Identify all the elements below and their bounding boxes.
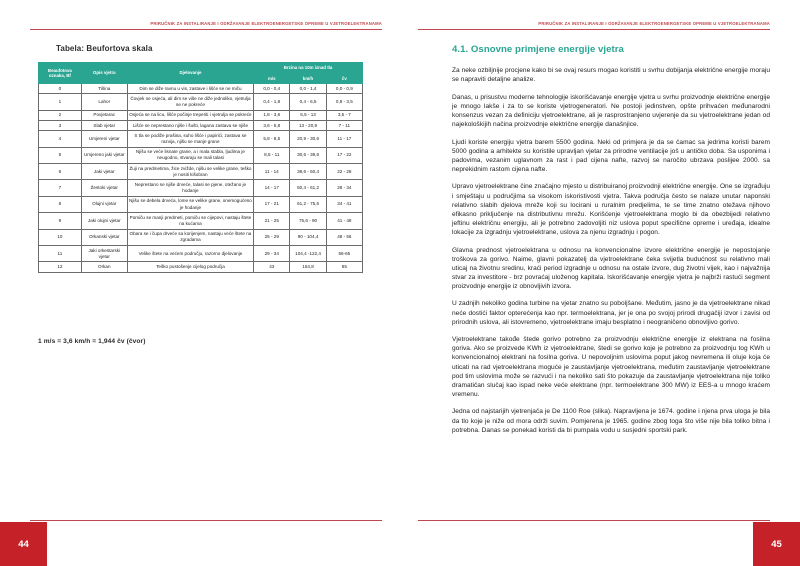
cell-kmh: 154,8 bbox=[290, 262, 326, 272]
cell-bf: 2 bbox=[39, 110, 82, 120]
cell-opis: Orkanski vjetar bbox=[81, 229, 127, 245]
cell-cv: 41 - 48 bbox=[326, 213, 362, 229]
cell-cv: 0,0 - 0,9 bbox=[326, 84, 362, 94]
body-text-column bbox=[452, 66, 770, 443]
cell-cv: 0,9 - 3,5 bbox=[326, 94, 362, 110]
cell-ms: 17 - 21 bbox=[254, 196, 290, 212]
cell-cv: 17 - 22 bbox=[326, 147, 362, 163]
table-header-row-1 bbox=[39, 63, 363, 74]
cell-ms: 14 - 17 bbox=[254, 180, 290, 196]
cell-djelovanje: Dim se diže ravnu u vis, zastave i lišće se ne miču bbox=[127, 84, 253, 94]
body-paragraph: Za neke ozbiljnije procjene kako bi se ovaj resurs mogao koristiti u svrhu dobijanja električne energije moraju se napraviti detaljne analize. bbox=[452, 67, 770, 84]
col-header-kmh: km/h bbox=[290, 73, 326, 84]
cell-djelovanje: Obara se i čupa drveće sa korijenjem, nastaju veće štete na zgradama bbox=[127, 229, 253, 245]
body-paragraph: Upravo vjetroelektrane čine značajno mjesto u distribuiranoj proizvodnji električne energije. One se izgrađuju i smještaju u područjima sa visokom iskoristivosti vjetra. Takva područja često se nalaze unutar naponski relativno slabih djelova mreže koji su locirani u ruralnim predjelima, te se time znatno otežava njihovo efikasno priključenje na distributivnu mrežu. Korišćenje vjetroelektrana moglo bi da obezbijedi relativno jeftinu električnu energiju, ali je potrebno zadovoljiti niz uslova poput specifične opreme i uređaja, idealne lokacije za izgradnju vjetroelektrane, uslova za njenu izgradnju i pogon. bbox=[452, 183, 770, 236]
cell-kmh: 6,5 - 13 bbox=[290, 110, 326, 120]
running-header-text: PRIRUČNIK ZA INSTALIRANJE I ODRŽAVANJE ELEKTROENERGETSKE OPREME U VJETROELEKTRANAMA bbox=[150, 21, 382, 26]
cell-ms: 0,0 - 0,4 bbox=[254, 84, 290, 94]
running-header-rule bbox=[418, 29, 770, 30]
cell-kmh: 75,6 - 90 bbox=[290, 213, 326, 229]
cell-cv: 65 bbox=[326, 262, 362, 272]
cell-djelovanje: Teško pustošenje cijelog područja bbox=[127, 262, 253, 272]
cell-opis: Umjereni vjetar bbox=[81, 131, 127, 147]
cell-bf: 5 bbox=[39, 147, 82, 163]
cell-kmh: 50,4 - 61,2 bbox=[290, 180, 326, 196]
cell-bf: 7 bbox=[39, 180, 82, 196]
running-header-right bbox=[418, 20, 770, 36]
cell-djelovanje: S tla se podiže prašina, suho lišće i papirići, zastava se razvija, njišu se manje grane bbox=[127, 131, 253, 147]
cell-kmh: 39,6 - 50,4 bbox=[290, 164, 326, 180]
cell-ms: 1,8 - 3,6 bbox=[254, 110, 290, 120]
cell-kmh: 13 - 20,9 bbox=[290, 121, 326, 131]
cell-ms: 25 - 29 bbox=[254, 229, 290, 245]
table-row bbox=[39, 213, 363, 229]
col-header-ms: m/s bbox=[254, 73, 290, 84]
cell-djelovanje: Velike štete na većem području, razorno djelovanje bbox=[127, 246, 253, 262]
cell-cv: 22 - 28 bbox=[326, 164, 362, 180]
table-row bbox=[39, 180, 363, 196]
cell-bf: 4 bbox=[39, 131, 82, 147]
cell-bf: 0 bbox=[39, 84, 82, 94]
cell-ms: 0,4 - 1,8 bbox=[254, 94, 290, 110]
table-row bbox=[39, 196, 363, 212]
page-right bbox=[400, 0, 800, 566]
cell-kmh: 61,2 - 75,6 bbox=[290, 196, 326, 212]
cell-cv: 11 - 17 bbox=[326, 131, 362, 147]
cell-djelovanje: Njišu se debela drveća, lome se velike grane, onemogućeno je hodanje bbox=[127, 196, 253, 212]
col-header-bf: Beaufotova oznaka, Bf bbox=[39, 63, 82, 84]
body-paragraph: Jedna od najstarijih vjetrenjača je De 1100 Roe (slika). Napravljena je 1674. godine i njena prva uloga je bila da tlo koje je niže od mora održi suvim. Pomjerena je 1965. godine zbog toga što više nije bila toliko bitna i potrebna. Danas se ponekad koristi da bi pumpala vodu u susjedni sportski park. bbox=[452, 408, 770, 434]
table-body bbox=[39, 84, 363, 272]
section-title: 4.1. Osnovne primjene energije vjetra bbox=[452, 44, 624, 55]
cell-djelovanje: Lišće se neprestano njiše i šušti, lagana zastava se njiše bbox=[127, 121, 253, 131]
cell-kmh: 30,6 - 39,6 bbox=[290, 147, 326, 163]
cell-ms: 43 bbox=[254, 262, 290, 272]
cell-cv: 48 - 56 bbox=[326, 229, 362, 245]
body-paragraph: U zadnjih nekoliko godina turbine na vjetar znatno su poboljšane. Međutim, jasno je da vjetroelektrane nikad neće dostići faktor opterećenja kao npr. termoelektrana, jer je ona po svojoj prirodi drugačiji izvor i zavisi od prirodnih uslova, ali istovremeno, vjetroelektrane imaju besplatno i neograničeno obnovljivo gorivo. bbox=[452, 300, 770, 326]
cell-bf: 10 bbox=[39, 229, 82, 245]
cell-cv: 7 - 11 bbox=[326, 121, 362, 131]
cell-opis: Povjetarac bbox=[81, 110, 127, 120]
body-paragraph: Vjetroelektrane takođe štede gorivo potrebno za proizvodnju električne energije iz elektrana na fosilna goriva. Ako se proizvede KWh iz vjetroelektrane, štedi se gorivo koje je potrebno za proizvodnju tog KWh u konvencionalnoj elektrani na fosilna goriva. U nepovoljnim uslovima poput jakog nevremena ili oluje koja će uticati na rad vjetroelektrana moguće je zaustavljanje vjetroelektrana, međutim zaustavljanje vjetroelektrane pod tim uslovima može se razvući i na nekoliko sati što pokazuje da zaustavljanje vjetroelektrana nije toliko dramatičan slučaj kao ispad neke veće elektrane (npr. termoelektrane 300 MW) iz EES-a u mnogo kraćem vremenu. bbox=[452, 336, 770, 398]
table-row bbox=[39, 246, 363, 262]
cell-kmh: 20,9 - 30,6 bbox=[290, 131, 326, 147]
cell-ms: 29 - 34 bbox=[254, 246, 290, 262]
col-header-cv: čv bbox=[326, 73, 362, 84]
cell-cv: 34 - 41 bbox=[326, 196, 362, 212]
page-number-left: 44 bbox=[0, 522, 47, 566]
footer-rule-left bbox=[30, 520, 382, 521]
footer-right bbox=[418, 520, 800, 566]
cell-kmh: 90 - 104,4 bbox=[290, 229, 326, 245]
conversion-note: 1 m/s = 3,6 km/h = 1,944 čv (čvor) bbox=[38, 338, 146, 345]
cell-opis: Jaki olujni vjetar bbox=[81, 213, 127, 229]
table-head bbox=[39, 63, 363, 84]
cell-djelovanje: Neprestano se njiše drveće, talasi se pjene, otežano je hodanje bbox=[127, 180, 253, 196]
cell-djelovanje: Njišu se veće lisnate grane, a i mala stabla, ljudima je neugodno, stvaraju se mali talasi bbox=[127, 147, 253, 163]
cell-opis: Žestoki vjetar bbox=[81, 180, 127, 196]
table-row bbox=[39, 229, 363, 245]
cell-kmh: 0,4 - 6,5 bbox=[290, 94, 326, 110]
cell-djelovanje: Osjeća se na licu, lišće počinje treperiti i vjetrulja se pokreće bbox=[127, 110, 253, 120]
cell-opis: Umjereno jaki vjetar bbox=[81, 147, 127, 163]
table-row bbox=[39, 147, 363, 163]
cell-opis: Jaki orkestarski vjetar bbox=[81, 246, 127, 262]
cell-ms: 3,6 - 5,8 bbox=[254, 121, 290, 131]
cell-kmh: 0,0 - 1,4 bbox=[290, 84, 326, 94]
cell-cv: 28 - 34 bbox=[326, 180, 362, 196]
cell-ms: 21 - 25 bbox=[254, 213, 290, 229]
cell-djelovanje: Čovjek ne osjeća, ali dim se više ne diže jednoliko, vjetrulja se ne pokreće bbox=[127, 94, 253, 110]
cell-ms: 5,8 - 8,5 bbox=[254, 131, 290, 147]
col-header-opis: Opis vjetra bbox=[81, 63, 127, 84]
running-header-text: PRIRUČNIK ZA INSTALIRANJE I ODRŽAVANJE ELEKTROENERGETSKE OPREME U VJETROELEKTRANAMA bbox=[538, 21, 770, 26]
running-header-rule bbox=[30, 29, 382, 30]
cell-bf: 3 bbox=[39, 121, 82, 131]
col-header-djelovanje: Djelovanje bbox=[127, 63, 253, 84]
beaufort-scale-table bbox=[38, 62, 363, 273]
cell-bf: 1 bbox=[39, 94, 82, 110]
cell-ms: 11 - 14 bbox=[254, 164, 290, 180]
cell-bf: 12 bbox=[39, 262, 82, 272]
cell-opis: Olujni vjetar bbox=[81, 196, 127, 212]
footer-left bbox=[0, 520, 382, 566]
cell-bf: 9 bbox=[39, 213, 82, 229]
cell-cv: 3,5 - 7 bbox=[326, 110, 362, 120]
footer-rule-right bbox=[418, 520, 770, 521]
cell-cv: 56-65 bbox=[326, 246, 362, 262]
page-number-right: 45 bbox=[753, 522, 800, 566]
col-header-speed-group: Brzina na 10m iznad tla bbox=[254, 63, 363, 74]
beaufort-table-container bbox=[38, 62, 363, 273]
running-header-left bbox=[30, 20, 382, 36]
table-row bbox=[39, 110, 363, 120]
table-caption: Tabela: Beufortova skala bbox=[56, 44, 153, 53]
body-paragraph: Ljudi koriste energiju vjetra barem 5500 godina. Neki od primjera je da se čamac sa jedrima koristi barem 5000 godina a arhitekte su koristile upravljan vjetar za prirodne ventilacije još u antičko doba. Sa usponima i padovima, vezanim uglavnom za rast i pad cijena nafte, razvoj se naročito ubrzava poslijee 2000. sa neprekidnim rastom cijena nafte. bbox=[452, 138, 770, 173]
table-row bbox=[39, 84, 363, 94]
cell-ms: 8,5 - 11 bbox=[254, 147, 290, 163]
cell-opis: Jaki vjetar bbox=[81, 164, 127, 180]
body-paragraph: Glavna prednost vjetroelektrana u odnosu na konvencionalne izvore električne energije je nepostojanje troškova za gorivo. Naime, glavni pokazatelj da vjetroelektrane čeka svijetla budućnost su relativno mali uticaj na životnu sredinu, kraći period izgradnje u odnosu na ostale izvore, dug životni vijek, kao i najvažnija stvar za investitore - brz povraćaj uloženog kapitala. Iskorišćavanje energije vjetra je najbrži rastući segment proizvodnje energije iz obnovljivih izvora. bbox=[452, 246, 770, 290]
cell-bf: 11 bbox=[39, 246, 82, 262]
table-row bbox=[39, 131, 363, 147]
cell-djelovanje: Žuji na predmetima, žice zvižde, njišu se velike grane, teško je nositi kišobran bbox=[127, 164, 253, 180]
cell-opis: Slab vjetar bbox=[81, 121, 127, 131]
cell-opis: Tišina bbox=[81, 84, 127, 94]
cell-djelovanje: Pomiču se manji predmeti, pomiču se cijepovi, nastaju štete na kućama bbox=[127, 213, 253, 229]
cell-opis: Lahor bbox=[81, 94, 127, 110]
cell-opis: Orkan bbox=[81, 262, 127, 272]
table-row bbox=[39, 121, 363, 131]
cell-kmh: 104,4 -122,4 bbox=[290, 246, 326, 262]
table-row bbox=[39, 94, 363, 110]
cell-bf: 8 bbox=[39, 196, 82, 212]
table-row bbox=[39, 262, 363, 272]
table-row bbox=[39, 164, 363, 180]
body-paragraph: Danas, u prisustvu moderne tehnologije iskorišćavanje energije vjetra u svrhu proizvodnje električne energije je mnogo lakše i za to se koriste vjetrogeneratori. Ne postoji jedinstven, opšte prihvaćen međunarodni konsenzus vezan za definiciju vjetroelektrane, ali je rasprostranjeno uvjerenje da su vjetroelektrane jedan od najekološkijih načina proizvodnje električne energije današnjice. bbox=[452, 93, 770, 128]
cell-bf: 6 bbox=[39, 164, 82, 180]
